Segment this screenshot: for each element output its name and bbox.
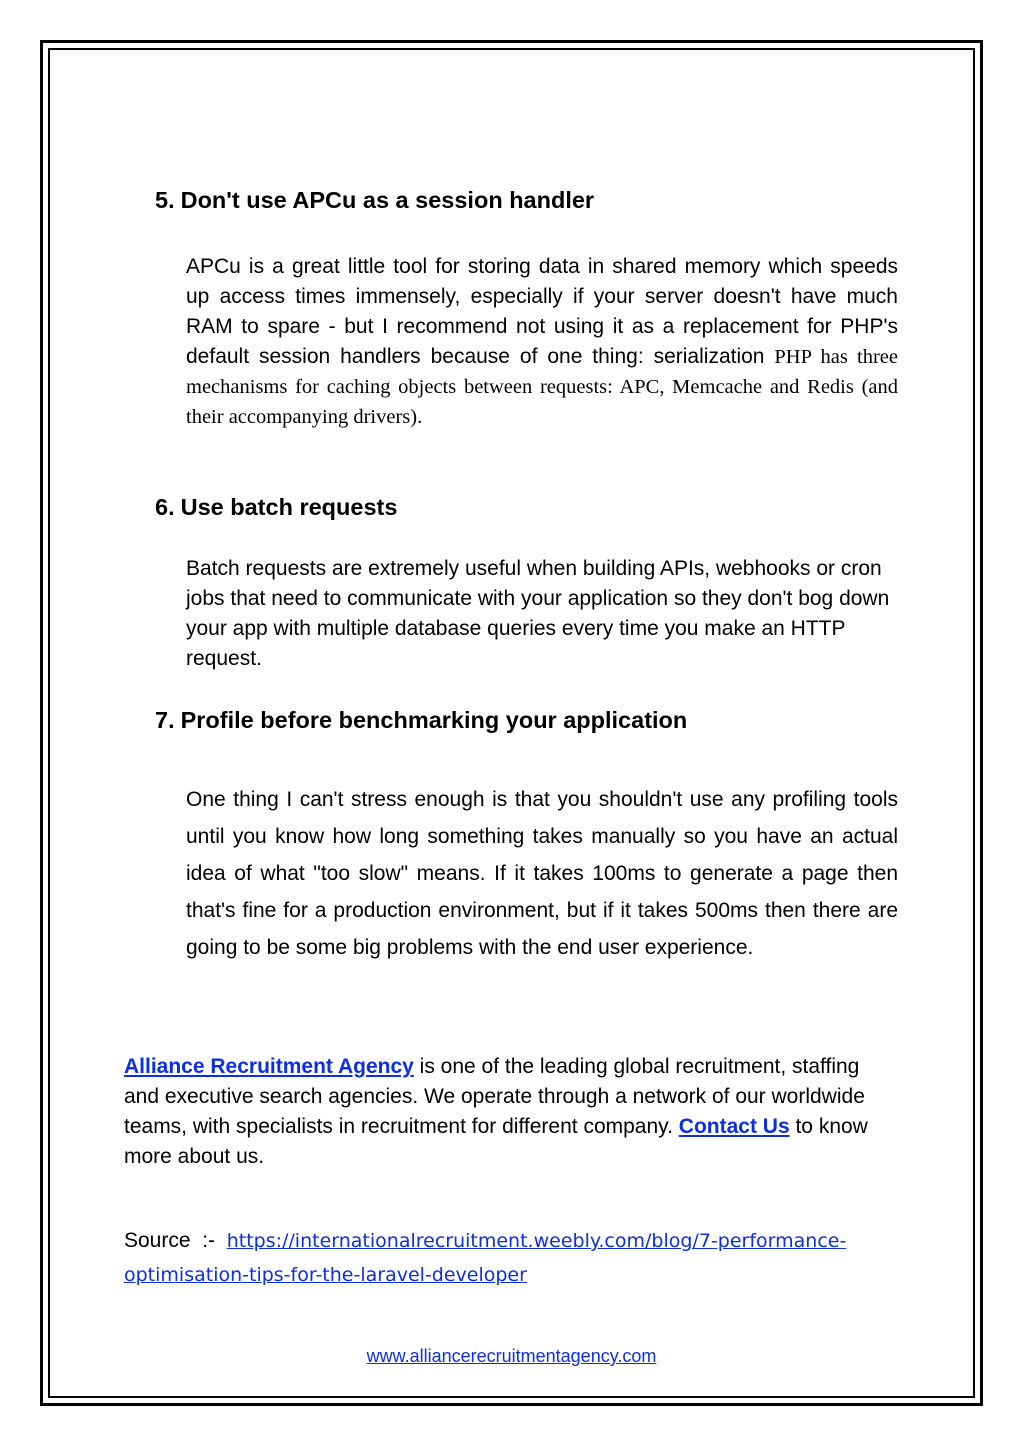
- section-5-body: [186, 252, 898, 432]
- about-paragraph: [124, 1052, 894, 1172]
- section-5-title: Don't use APCu as a session handler: [180, 187, 595, 213]
- agency-link[interactable]: Alliance Recruitment Agency: [124, 1055, 414, 1078]
- section-5-body-serif: PHP has three mechanisms for caching objects between requests: APC, Memcache and Redis (and their accompanying drivers).: [186, 346, 898, 428]
- section-7-title: Profile before benchmarking your application: [180, 707, 688, 733]
- about-text-1: is one of the leading global recruitment, staffing and executive search agencies. We operate through a network of our worldwide teams, with specialists in recruitment for different company.: [124, 1055, 865, 1138]
- source-line: [124, 1224, 914, 1292]
- section-6-title: Use batch requests: [180, 494, 398, 520]
- section-7-number: 7.: [155, 707, 175, 733]
- section-6-number: 6.: [155, 494, 175, 520]
- section-6-heading: [155, 493, 397, 521]
- source-label: Source :-: [124, 1229, 227, 1252]
- about-text-2: to know more about us.: [124, 1115, 868, 1168]
- footer-website-link[interactable]: www.alliancerecruitmentagency.com: [366, 1346, 657, 1366]
- contact-us-link[interactable]: Contact Us: [678, 1115, 790, 1138]
- section-5-heading: [155, 186, 594, 214]
- section-7-body: One thing I can't stress enough is that you shouldn't use any profiling tools until you know how long something takes manually so you have an actual idea of what "too slow" means. If it takes 100ms to generate a page then that's fine for a production environment, but if it takes 500ms then there are going to be some big problems with the end user experience.: [186, 788, 898, 959]
- section-5-body-sans: APCu is a great little tool for storing data in shared memory which speeds up access times immensely, especially if your server doesn't have much RAM to spare - but I recommend not using it as a replacement for PHP's default session handlers because of one thing: serialization: [186, 255, 898, 368]
- source-link[interactable]: https://internationalrecruitment.weebly.com/blog/7-performance-optimisation-tips-for-the-laravel-developer: [124, 1230, 847, 1286]
- section-5-number: 5.: [155, 187, 175, 213]
- section-6-body: Batch requests are extremely useful when building APIs, webhooks or cron jobs that need to communicate with your application so they don't bog down your app with multiple database queries every time you make an HTTP request.: [186, 557, 890, 670]
- footer: [0, 1346, 1023, 1367]
- section-7-heading: [155, 706, 687, 734]
